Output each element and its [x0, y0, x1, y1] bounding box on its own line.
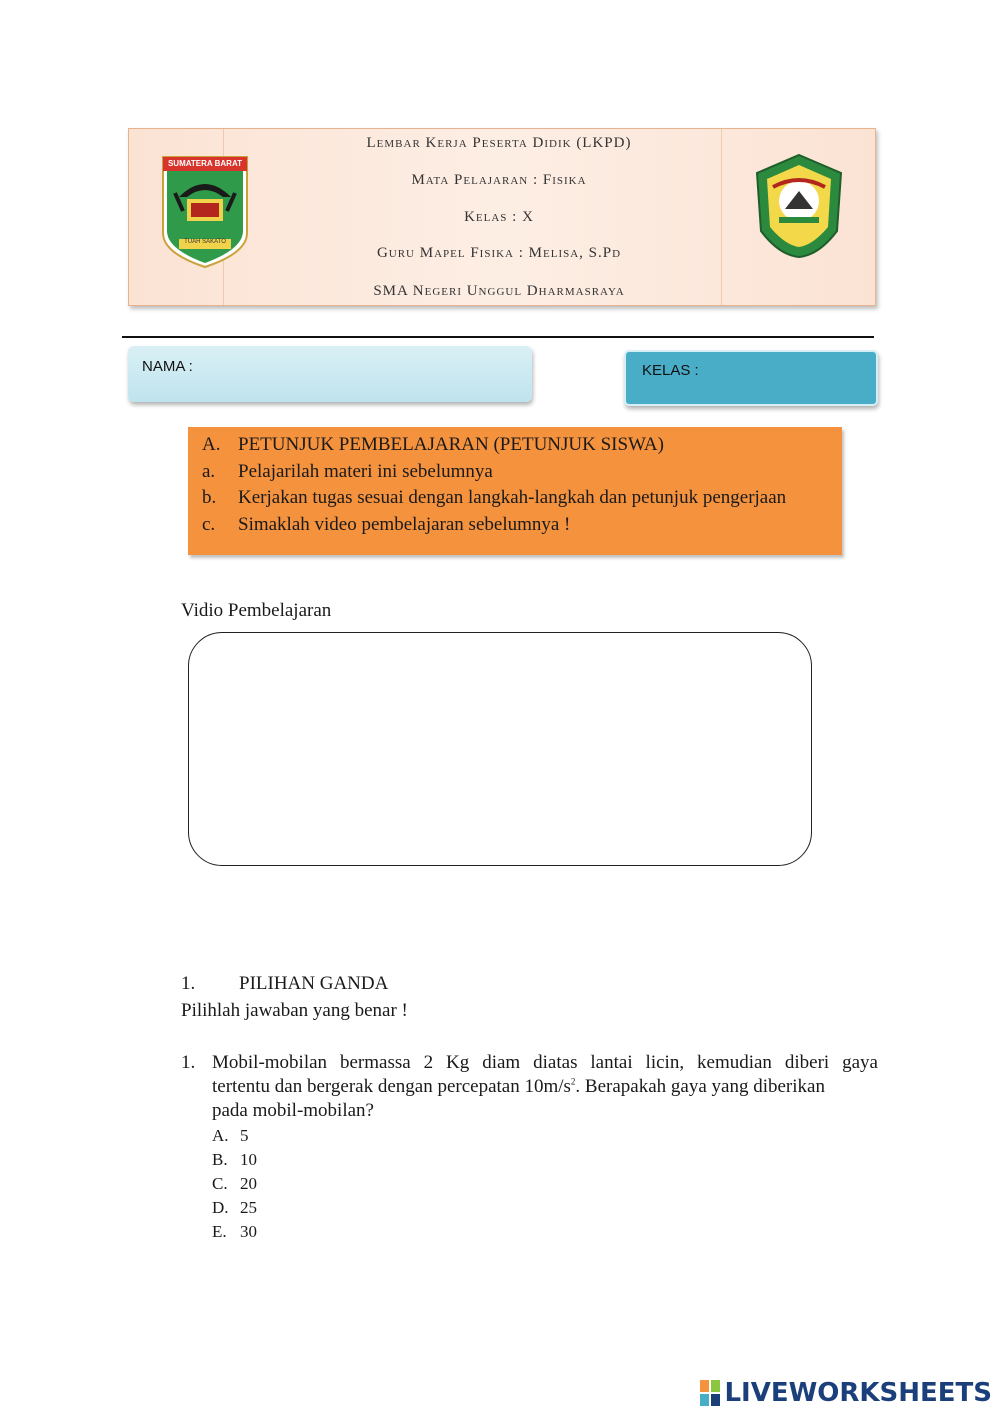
section-title: PILIHAN GANDA — [239, 973, 389, 994]
option-value: 20 — [240, 1174, 257, 1193]
list-marker: c. — [202, 514, 216, 535]
video-player[interactable] — [188, 632, 812, 866]
answer-option-d[interactable] — [212, 1198, 257, 1218]
option-value: 30 — [240, 1222, 257, 1241]
question-number: 1. — [181, 1052, 196, 1073]
question-text-line3: pada mobil-mobilan? — [212, 1100, 374, 1121]
option-letter: A. — [212, 1126, 229, 1145]
header-school: SMA Negeri Unggul Dharmasraya — [373, 283, 625, 299]
liveworksheets-brand[interactable] — [700, 1376, 992, 1410]
option-letter: E. — [212, 1222, 227, 1241]
question-text-line2 — [212, 1076, 878, 1098]
answer-option-e[interactable] — [212, 1222, 257, 1242]
header-teacher: Guru Mapel Fisika : Melisa, S.Pd — [376, 245, 622, 261]
section-number: 1. — [181, 973, 196, 994]
question-text-line1: Mobil-mobilan bermassa 2 Kg diam diatas lantai licin, kemudian diberi gaya — [212, 1052, 878, 1073]
video-label: Vidio Pembelajaran — [181, 600, 332, 621]
brand-text: LIVEWORKSHEETS — [724, 1378, 992, 1408]
section-instruction: Pilihlah jawaban yang benar ! — [181, 1000, 408, 1021]
dharmasraya-logo-icon — [749, 151, 849, 261]
answer-option-a[interactable] — [212, 1126, 249, 1146]
header-rule — [122, 336, 874, 338]
answer-option-b[interactable] — [212, 1150, 257, 1170]
option-letter: C. — [212, 1174, 228, 1193]
header-subject: Mata Pelajaran : Fisika — [411, 172, 587, 188]
option-letter: D. — [212, 1198, 229, 1217]
left-logo-title: SUMATERA BARAT — [167, 159, 243, 168]
list-marker: a. — [202, 461, 216, 482]
liveworksheets-logo-icon — [700, 1380, 720, 1406]
question-text-part: . Berapakah gaya yang diberikan — [575, 1076, 825, 1097]
option-letter: B. — [212, 1150, 228, 1169]
instructions-title-marker: A. — [202, 434, 221, 455]
instructions-panel — [188, 427, 842, 555]
name-field[interactable] — [128, 346, 532, 402]
worksheet-header — [128, 128, 876, 306]
option-value: 5 — [240, 1126, 249, 1145]
list-text: Simaklah video pembelajaran sebelumnya ! — [238, 514, 571, 535]
option-value: 10 — [240, 1150, 257, 1169]
superscript: 2 — [570, 1076, 576, 1087]
list-text: Kerjakan tugas sesuai dengan langkah-langkah dan petunjuk pengerjaan — [238, 487, 787, 508]
header-class: Kelas : X — [464, 209, 534, 225]
instructions-title-text: PETUNJUK PEMBELAJARAN (PETUNJUK SISWA) — [238, 434, 664, 455]
name-label: NAMA : — [142, 358, 193, 375]
question-text-part: tertentu dan bergerak dengan percepatan 10m/s — [212, 1076, 571, 1097]
left-logo-motto: TUAH SAKATO — [184, 239, 226, 245]
header-title: Lembar Kerja Peserta Didik (LKPD) — [366, 135, 632, 151]
option-value: 25 — [240, 1198, 257, 1217]
answer-option-c[interactable] — [212, 1174, 257, 1194]
class-field[interactable] — [624, 350, 878, 406]
class-label: KELAS : — [642, 362, 699, 379]
list-text: Pelajarilah materi ini sebelumnya — [238, 461, 493, 482]
list-marker: b. — [202, 487, 217, 508]
